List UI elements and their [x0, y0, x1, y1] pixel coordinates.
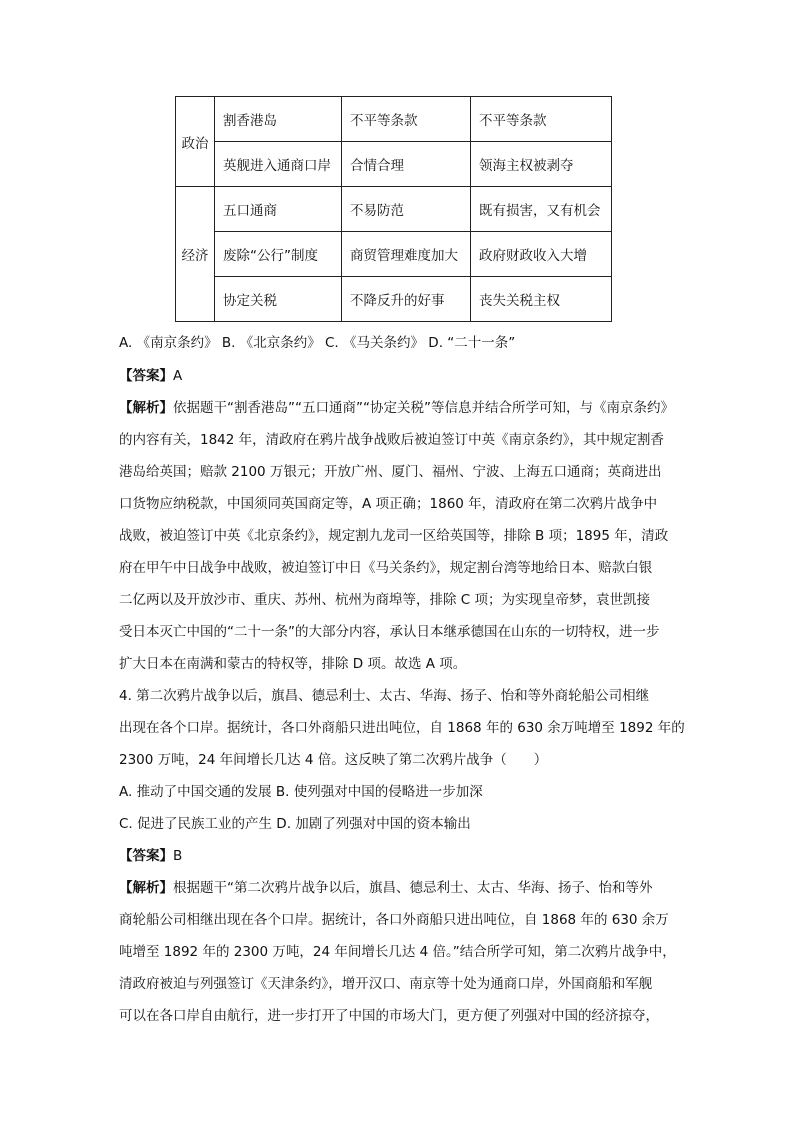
- table-cell: 五口通商: [215, 187, 342, 232]
- table-row: [176, 277, 612, 322]
- q3-analysis-line: 扩大日本在南满和蒙古的特权等，排除 D 项。故选 A 项。: [119, 656, 467, 672]
- table-cell: 领海主权被剥夺: [471, 142, 612, 187]
- table-cell: 既有损害，又有机会: [471, 187, 612, 232]
- table-cell: 商贸管理难度加大: [342, 232, 471, 277]
- q4-stem-line: 出现在各个口岸。据统计，各口外商船只进出吨位，自 1868 年的 630 余万吨增至 1892 年的: [119, 720, 685, 736]
- q4-option-line: C. 促进了民族工业的产生 D. 加剧了列强对中国的资本输出: [119, 816, 471, 832]
- treaty-impact-table: [175, 96, 612, 322]
- table-cell: 不平等条款: [471, 97, 612, 142]
- answer-label: 【答案】: [119, 848, 173, 864]
- table-cell: 丧失关税主权: [471, 277, 612, 322]
- table-cell: 不降反升的好事: [342, 277, 471, 322]
- table-cell: 政府财政收入大增: [471, 232, 612, 277]
- q4-analysis-line: 可以在各口岸自由航行，进一步打开了中国的市场大门，更方便了列强对中国的经济掠夺，: [119, 1008, 659, 1024]
- q4-analysis-line: 清政府被迫与列强签订《天津条约》，增开汉口、南京等十处为通商口岸，外国商船和军舰: [119, 976, 653, 992]
- q4-stem-line: 2300 万吨，24 年间增长几达 4 倍。这反映了第二次鸦片战争（ ）: [119, 752, 548, 768]
- table-row: [176, 97, 612, 142]
- q3-analysis-line: 口货物应纳税款，中国须同英国商定等，A 项正确；1860 年，清政府在第二次鸦片战争中: [119, 496, 658, 512]
- answer-label: 【答案】: [119, 368, 173, 384]
- table-cell: 英舰进入通商口岸: [215, 142, 342, 187]
- analysis-label: 【解析】: [119, 880, 173, 896]
- answer-value: B: [173, 848, 183, 864]
- q3-answer: [119, 366, 182, 386]
- category-economy: 经济: [176, 187, 215, 322]
- table-cell: 不平等条款: [342, 97, 471, 142]
- q4-analysis-line: [119, 878, 653, 898]
- q3-analysis-line: 的内容有关，1842 年，清政府在鸦片战争战败后被迫签订中英《南京条约》，其中规定割香: [119, 432, 664, 448]
- q4-answer: [119, 846, 182, 866]
- q3-analysis-line: 受日本灭亡中国的“二十一条”的大部分内容，承认日本继承德国在山东的一切特权，进一步: [119, 624, 660, 640]
- table-cell: 协定关税: [215, 277, 342, 322]
- table-cell: 合情合理: [342, 142, 471, 187]
- analysis-text: 依据题干“割香港岛”“五口通商”“协定关税”等信息并结合所学可知，与《南京条约》: [173, 400, 674, 416]
- q3-analysis-line: 港岛给英国；赔款 2100 万银元；开放广州、厦门、福州、宁波、上海五口通商；英商进出: [119, 464, 662, 480]
- table-cell: 割香港岛: [215, 97, 342, 142]
- table-row: [176, 232, 612, 277]
- answer-value: A: [173, 368, 183, 384]
- table-row: [176, 142, 612, 187]
- q4-option-line: A. 推动了中国交通的发展 B. 使列强对中国的侵略进一步加深: [119, 784, 483, 800]
- analysis-text: 根据题干“第二次鸦片战争以后，旗昌、德忌利士、太古、华海、扬子、怡和等外: [173, 880, 653, 896]
- q3-options: A. 《南京条约》 B. 《北京条约》 C. 《马关条约》 D. “二十一条”: [119, 335, 516, 351]
- table-cell: 不易防范: [342, 187, 471, 232]
- q3-analysis-line: 二亿两以及开放沙市、重庆、苏州、杭州为商埠等，排除 C 项；为实现皇帝梦，袁世凯接: [119, 592, 651, 608]
- q3-analysis-line: 府在甲午中日战争中战败，被迫签订中日《马关条约》，规定割台湾等地给日本、赔款白银: [119, 560, 653, 576]
- table-cell: 废除“公行”制度: [215, 232, 342, 277]
- q4-analysis-line: 吨增至 1892 年的 2300 万吨，24 年间增长几达 4 倍。”结合所学可知，第二次鸦片战争中，: [119, 944, 676, 960]
- q4-stem-line: 4. 第二次鸦片战争以后，旗昌、德忌利士、太古、华海、扬子、怡和等外商轮船公司相继: [119, 688, 650, 704]
- q3-analysis-line: 战败，被迫签订中英《北京条约》，规定割九龙司一区给英国等，排除 B 项；1895 年，清政: [119, 528, 669, 544]
- q4-analysis-line: 商轮船公司相继出现在各个口岸。据统计，各口外商船只进出吨位，自 1868 年的 630 余万: [119, 912, 669, 928]
- analysis-label: 【解析】: [119, 400, 173, 416]
- policy-table: [175, 96, 612, 322]
- category-politics: 政治: [176, 97, 215, 187]
- table-row: [176, 187, 612, 232]
- q3-analysis-line: [119, 398, 674, 418]
